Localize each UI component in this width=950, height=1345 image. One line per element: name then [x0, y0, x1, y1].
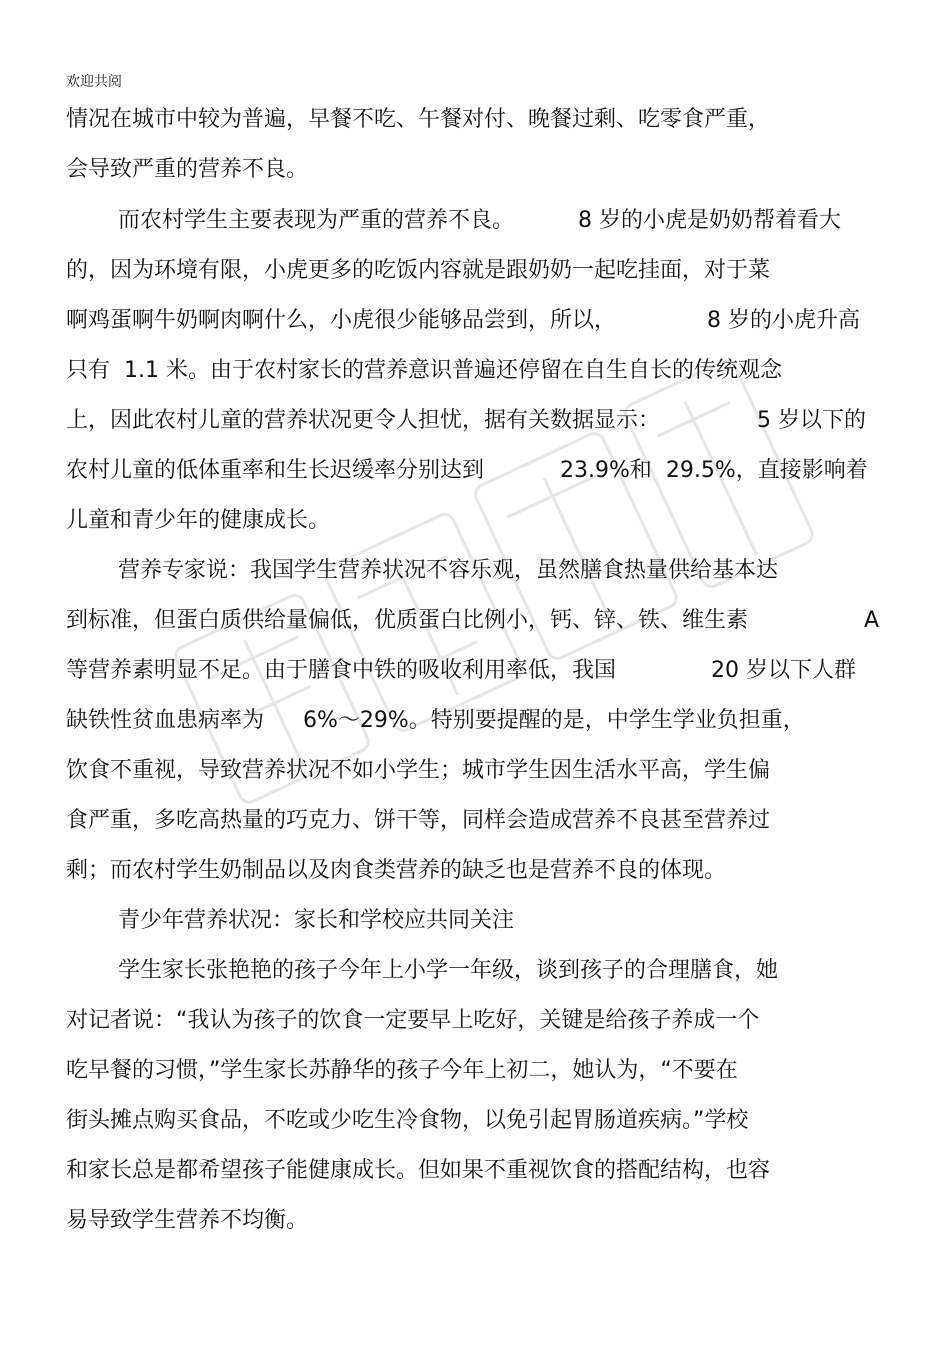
text-line: 20 岁以下人群 [711, 658, 856, 683]
text-line: 8 岁的小虎是奶奶帮着看大 [578, 208, 841, 233]
text-line: 儿童和青少年的健康成长。 [66, 508, 331, 533]
text-line: 和家长总是都希望孩子能健康成长。但如果不重视饮食的搭配结构，也容 [66, 1158, 771, 1183]
text-line: 啊鸡蛋啊牛奶啊肉啊什么，小虎很少能够品尝到，所以， [66, 308, 617, 333]
text-line: 学生家长张艳艳的孩子今年上小学一年级，谈到孩子的合理膳食，她 [118, 958, 779, 983]
text-line: A [864, 608, 880, 633]
text-line: 上，因此农村儿童的营养状况更令人担忧，据有关数据显示： [66, 408, 661, 433]
text-line: 到标准，但蛋白质供给量偏低，优质蛋白比例小，钙、锌、铁、维生素 [66, 608, 749, 633]
text-line: 情况在城市中较为普遍，早餐不吃、午餐对付、晚餐过剩、吃零食严重， [66, 107, 771, 132]
text-line: 食严重，多吃高热量的巧克力、饼干等，同样会造成营养不良甚至营养过 [66, 808, 771, 833]
text-line: 饮食不重视，导致营养状况不如小学生；城市学生因生活水平高，学生偏 [66, 758, 771, 783]
text-line: 8 岁的小虎升高 [707, 308, 860, 333]
text-line: 对记者说：“我认为孩子的饮食一定要早上吃好，关键是给孩子养成一个 [66, 1008, 760, 1033]
text-line: 易导致学生营养不均衡。 [66, 1208, 309, 1233]
text-line: 街头摊点购买食品，不吃或少吃生冷食物，以免引起胃肠道疾病。”学校 [66, 1108, 749, 1133]
text-line: 吃早餐的习惯，”学生家长苏静华的孩子今年上初二，她认为，“不要在 [66, 1058, 738, 1083]
text-line: 青少年营养状况：家长和学校应共同关注 [118, 908, 515, 933]
text-line: 剩；而农村学生奶制品以及肉食类营养的缺乏也是营养不良的体现。 [66, 858, 727, 883]
text-line: 只有 1.1 米。由于农村家长的营养意识普遍还停留在自生自长的传统观念 [66, 358, 782, 383]
page-header: 欢迎共阅 [66, 74, 122, 90]
text-line: 的，因为环境有限，小虎更多的吃饭内容就是跟奶奶一起吃挂面，对于菜 [66, 258, 771, 283]
text-line: 6%～29%。特别要提醒的是，中学生学业负担重， [303, 708, 805, 733]
text-line: 5 岁以下的 [757, 408, 866, 433]
text-line: 会导致严重的营养不良。 [66, 157, 309, 182]
text-line: 23.9%和 29.5%，直接影响着 [560, 458, 868, 483]
text-line: 而农村学生主要表现为严重的营养不良。 [118, 208, 515, 233]
text-line: 等营养素明显不足。由于膳食中铁的吸收利用率低，我国 [66, 658, 617, 683]
text-line: 缺铁性贫血患病率为 [66, 708, 265, 733]
text-line: 农村儿童的低体重率和生长迟缓率分别达到 [66, 458, 485, 483]
text-line: 营养专家说：我国学生营养状况不容乐观，虽然膳食热量供给基本达 [118, 558, 779, 583]
